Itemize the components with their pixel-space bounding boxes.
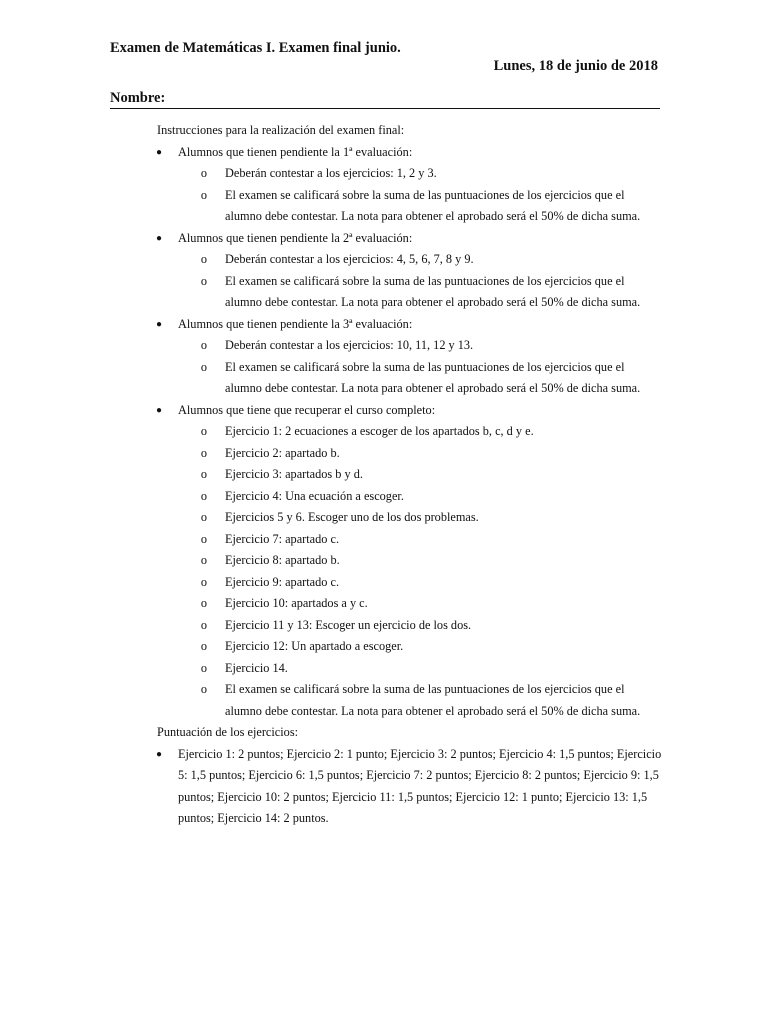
list-item	[200, 249, 662, 271]
bullet-icon: ●	[155, 748, 163, 760]
circle-bullet-icon: o	[200, 488, 208, 503]
group-third-evaluation	[157, 314, 662, 400]
circle-bullet-icon: o	[200, 553, 208, 567]
list-item	[200, 572, 662, 594]
instructions-intro: Instrucciones para la realización del examen final:	[157, 123, 405, 137]
evaluation-groups	[157, 142, 662, 723]
item-text: Ejercicio 1: 2 ecuaciones a escoger de los apartados b, c, d y e.	[225, 424, 534, 438]
item-text: Ejercicio 7: apartado c.	[225, 531, 340, 546]
item-text: Ejercicio 9: apartado c.	[225, 574, 340, 589]
item-text: El examen se calificará sobre la suma de las puntuaciones de los ejercicios que el alumno debe contestar. La nota para obtener el aprobado será el 50% de dicha suma.	[225, 187, 641, 223]
scores-text: Ejercicio 1: 2 puntos; Ejercicio 2: 1 punto; Ejercicio 3: 2 puntos; Ejercicio 4: 1,5 puntos; Ejercicio 5: 1,5 puntos; Ejercicio 6: 1,5 puntos; Ejercicio 7: 2 puntos; Ejercicio 8: 2 puntos; Ejercicio 9: 1,5 puntos; Ejercicio 10: 2 puntos; Ejercicio 11: 1,5 puntos; Ejercicio 12: 1 punto; Ejercicio 13: 1,5 puntos; Ejercicio 14: 2 puntos.	[178, 746, 662, 825]
circle-bullet-icon: o	[200, 617, 208, 632]
item-text: Deberán contestar a los ejercicios: 10, 11, 12 y 13.	[225, 338, 474, 352]
bullet-icon: ●	[155, 232, 163, 244]
list-item	[200, 271, 662, 314]
list-item	[200, 550, 662, 572]
name-field-label: Nombre:	[110, 90, 660, 109]
group-label: Alumnos que tienen pendiente la 1ª evaluación:	[178, 144, 413, 159]
circle-bullet-icon: o	[200, 510, 208, 524]
list-item	[200, 335, 662, 357]
circle-bullet-icon: o	[200, 252, 208, 266]
group-label: Alumnos que tienen pendiente la 3ª evaluación:	[178, 316, 413, 331]
circle-bullet-icon: o	[200, 445, 208, 460]
exam-date: Lunes, 18 de junio de 2018	[493, 58, 658, 74]
circle-bullet-icon: o	[200, 166, 208, 180]
group-items	[178, 249, 662, 314]
circle-bullet-icon: o	[200, 596, 208, 610]
scores-item	[157, 744, 662, 830]
list-item	[200, 593, 662, 615]
group-second-evaluation	[157, 228, 662, 314]
group-items	[178, 335, 662, 400]
item-text: Ejercicio 11 y 13: Escoger un ejercicio de los dos.	[225, 617, 472, 632]
list-item	[200, 658, 662, 680]
circle-bullet-icon: o	[200, 682, 208, 696]
item-text: Ejercicio 3: apartados b y d.	[225, 467, 363, 481]
item-text: El examen se calificará sobre la suma de las puntuaciones de los ejercicios que el alumno debe contestar. La nota para obtener el aprobado será el 50% de dicha suma.	[225, 273, 641, 309]
item-text: El examen se calificará sobre la suma de las puntuaciones de los ejercicios que el alumno debe contestar. La nota para obtener el aprobado será el 50% de dicha suma.	[225, 359, 641, 395]
circle-bullet-icon: o	[200, 467, 208, 481]
instructions-body	[157, 120, 662, 830]
list-item	[200, 185, 662, 228]
exam-title: Examen de Matemáticas I. Examen final junio.	[110, 40, 401, 56]
scores-list	[157, 744, 662, 830]
bullet-icon: ●	[155, 404, 163, 416]
group-full-course	[157, 400, 662, 723]
list-item	[200, 529, 662, 551]
list-item	[200, 443, 662, 465]
item-text: Ejercicio 10: apartados a y c.	[225, 596, 368, 610]
list-item	[200, 421, 662, 443]
group-first-evaluation	[157, 142, 662, 228]
item-text: Ejercicio 12: Un apartado a escoger.	[225, 639, 404, 653]
group-label: Alumnos que tienen pendiente la 2ª evaluación:	[178, 230, 413, 245]
item-text: El examen se calificará sobre la suma de las puntuaciones de los ejercicios que el alumno debe contestar. La nota para obtener el aprobado será el 50% de dicha suma.	[225, 682, 641, 718]
item-text: Deberán contestar a los ejercicios: 1, 2 y 3.	[225, 166, 437, 180]
item-text: Deberán contestar a los ejercicios: 4, 5, 6, 7, 8 y 9.	[225, 252, 474, 266]
group-label: Alumnos que tiene que recuperar el curso completo:	[178, 402, 436, 417]
scores-title: Puntuación de los ejercicios:	[157, 725, 299, 739]
circle-bullet-icon: o	[200, 359, 208, 374]
circle-bullet-icon: o	[200, 531, 208, 546]
list-item	[200, 486, 662, 508]
item-text: Ejercicio 8: apartado b.	[225, 553, 340, 567]
list-item	[200, 615, 662, 637]
list-item	[200, 507, 662, 529]
circle-bullet-icon: o	[200, 273, 208, 288]
group-items	[178, 421, 662, 722]
list-item	[200, 636, 662, 658]
circle-bullet-icon: o	[200, 338, 208, 352]
item-text: Ejercicio 4: Una ecuación a escoger.	[225, 488, 404, 503]
circle-bullet-icon: o	[200, 187, 208, 202]
item-text: Ejercicios 5 y 6. Escoger uno de los dos problemas.	[225, 510, 479, 524]
list-item	[200, 679, 662, 722]
circle-bullet-icon: o	[200, 424, 208, 438]
circle-bullet-icon: o	[200, 660, 208, 675]
bullet-icon: ●	[155, 146, 163, 158]
list-item	[200, 464, 662, 486]
list-item	[200, 357, 662, 400]
circle-bullet-icon: o	[200, 639, 208, 653]
list-item	[200, 163, 662, 185]
circle-bullet-icon: o	[200, 574, 208, 589]
item-text: Ejercicio 14.	[225, 660, 288, 675]
group-items	[178, 163, 662, 228]
bullet-icon: ●	[155, 318, 163, 330]
item-text: Ejercicio 2: apartado b.	[225, 445, 340, 460]
